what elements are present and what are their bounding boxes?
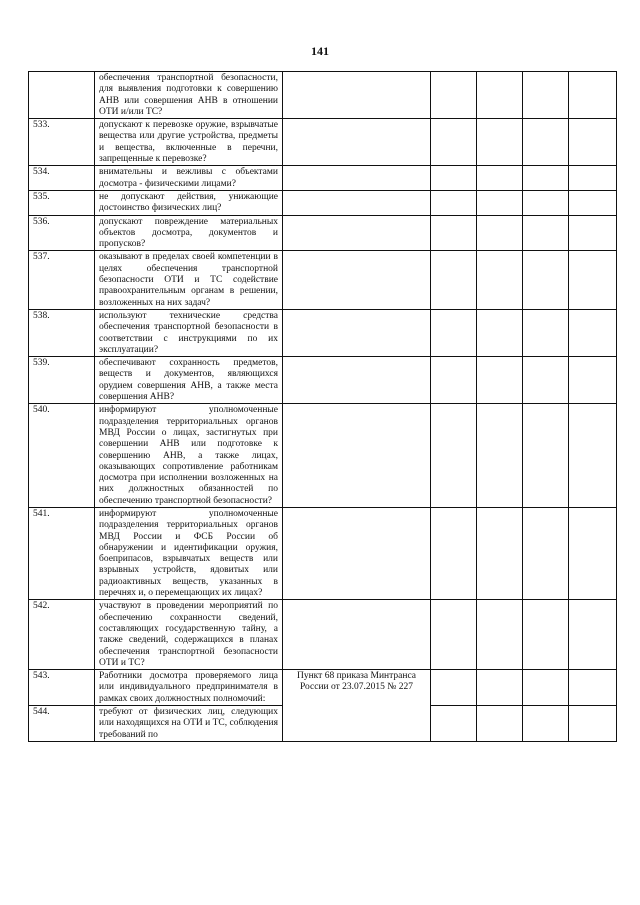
answer-cell-no[interactable] (477, 190, 523, 215)
answer-cell-no[interactable] (477, 166, 523, 191)
question-text: не допускают действия, унижающие достоинство физических лиц? (95, 190, 283, 215)
answer-cell-note[interactable] (569, 309, 617, 356)
question-text: требуют от физических лиц, следующих или находящихся на ОТИ и ТС, соблюдения требований по (95, 706, 283, 742)
legal-basis-cell (283, 309, 431, 356)
item-number: 534. (29, 166, 95, 191)
legal-basis-cell (283, 190, 431, 215)
page-number: 141 (311, 44, 329, 58)
legal-basis-cell (283, 72, 431, 119)
table-row (29, 507, 617, 599)
item-number: 538. (29, 309, 95, 356)
item-number (29, 72, 95, 119)
table-row (29, 72, 617, 119)
answer-cell-na[interactable] (523, 166, 569, 191)
answer-cell-na[interactable] (523, 357, 569, 404)
question-text: допускают к перевозке оружие, взрывчатые вещества или другие устройства, предметы и вещества, включенные в перечни, запрещенные к перевозке? (95, 119, 283, 166)
table-row (29, 600, 617, 670)
legal-basis-cell (283, 600, 431, 670)
question-text: допускают повреждение материальных объектов досмотра, документов и пропусков? (95, 215, 283, 251)
item-number: 543. (29, 670, 95, 706)
question-text: оказывают в пределах своей компетенции в целях обеспечения транспортной безопасности ОТИ и ТС содействие правоохранительным органам в решении, возложенных на них задач? (95, 251, 283, 309)
answer-cell-no[interactable] (477, 309, 523, 356)
answer-cell-note[interactable] (569, 404, 617, 508)
table-row (29, 215, 617, 251)
answer-cell-na[interactable] (523, 190, 569, 215)
answer-cell-yes[interactable] (431, 215, 477, 251)
item-number: 539. (29, 357, 95, 404)
answer-cell-no[interactable] (477, 670, 523, 706)
answer-cell-yes[interactable] (431, 119, 477, 166)
answer-cell-note[interactable] (569, 670, 617, 706)
answer-cell-no[interactable] (477, 404, 523, 508)
answer-cell-no[interactable] (477, 600, 523, 670)
answer-cell-na[interactable] (523, 309, 569, 356)
table-row (29, 251, 617, 309)
answer-cell-yes[interactable] (431, 190, 477, 215)
answer-cell-note[interactable] (569, 119, 617, 166)
item-number: 540. (29, 404, 95, 508)
legal-basis-cell (283, 166, 431, 191)
legal-basis-cell (283, 215, 431, 251)
answer-cell-na[interactable] (523, 72, 569, 119)
answer-cell-note[interactable] (569, 600, 617, 670)
legal-basis-cell (283, 251, 431, 309)
answer-cell-na[interactable] (523, 670, 569, 706)
item-number: 535. (29, 190, 95, 215)
answer-cell-na[interactable] (523, 251, 569, 309)
question-text: информируют уполномоченные подразделения территориальных органов МВД России и ФСБ России об обнаружении и идентификации оружия, боеприпасов, взрывчатых веществ или взрывных устройств, ядовитых или радиоактивных веществ, указанных в перечнях и, о перемещающих их лицах? (95, 507, 283, 599)
legal-basis-cell (283, 119, 431, 166)
answer-cell-yes[interactable] (431, 166, 477, 191)
answer-cell-na[interactable] (523, 215, 569, 251)
answer-cell-yes[interactable] (431, 507, 477, 599)
answer-cell-na[interactable] (523, 119, 569, 166)
item-number: 541. (29, 507, 95, 599)
answer-cell-no[interactable] (477, 706, 523, 742)
answer-cell-yes[interactable] (431, 404, 477, 508)
answer-cell-yes[interactable] (431, 251, 477, 309)
table-row (29, 119, 617, 166)
legal-basis-cell (283, 357, 431, 404)
item-number: 542. (29, 600, 95, 670)
answer-cell-na[interactable] (523, 600, 569, 670)
answer-cell-yes[interactable] (431, 357, 477, 404)
answer-cell-note[interactable] (569, 166, 617, 191)
answer-cell-note[interactable] (569, 72, 617, 119)
table-row (29, 404, 617, 508)
answer-cell-note[interactable] (569, 357, 617, 404)
table-row (29, 309, 617, 356)
answer-cell-no[interactable] (477, 119, 523, 166)
table-row (29, 670, 617, 706)
question-text: обеспечения транспортной безопасности, для выявления подготовки к совершению АНВ или совершения АНВ в отношении ОТИ и/или ТС? (95, 72, 283, 119)
answer-cell-no[interactable] (477, 72, 523, 119)
answer-cell-no[interactable] (477, 215, 523, 251)
item-number: 533. (29, 119, 95, 166)
answer-cell-note[interactable] (569, 507, 617, 599)
answer-cell-note[interactable] (569, 190, 617, 215)
question-text: участвуют в проведении мероприятий по обеспечению сохранности сведений, составляющих государственную тайну, а также сведений, содержащихся в планах обеспечения транспортной безопасности ОТИ и ТС? (95, 600, 283, 670)
answer-cell-yes[interactable] (431, 309, 477, 356)
table-row (29, 190, 617, 215)
answer-cell-yes[interactable] (431, 670, 477, 706)
item-number: 544. (29, 706, 95, 742)
question-text: обеспечивают сохранность предметов, веществ и документов, являющихся орудием совершения АНВ, а также места совершения АНВ? (95, 357, 283, 404)
item-number: 536. (29, 215, 95, 251)
checklist-table (28, 71, 617, 742)
question-text: используют технические средства обеспечения транспортной безопасности в соответствии с инструкциями по их эксплуатации? (95, 309, 283, 356)
answer-cell-no[interactable] (477, 357, 523, 404)
question-text: Работники досмотра проверяемого лица или индивидуального предпринимателя в рамках своих должностных полномочий: (95, 670, 283, 706)
answer-cell-no[interactable] (477, 507, 523, 599)
answer-cell-yes[interactable] (431, 72, 477, 119)
table-row (29, 357, 617, 404)
answer-cell-na[interactable] (523, 706, 569, 742)
answer-cell-yes[interactable] (431, 706, 477, 742)
table-row (29, 166, 617, 191)
question-text: информируют уполномоченные подразделения территориальных органов МВД России о лицах, застигнутых при совершении АНВ или подготовке к совершению АНВ, а также лицах, оказывающих сопротивление работникам досмотра при исполнении возложенных на них должностных обязанностей по обеспечению транспортной безопасности? (95, 404, 283, 508)
answer-cell-na[interactable] (523, 507, 569, 599)
answer-cell-yes[interactable] (431, 600, 477, 670)
answer-cell-note[interactable] (569, 251, 617, 309)
answer-cell-note[interactable] (569, 706, 617, 742)
answer-cell-na[interactable] (523, 404, 569, 508)
question-text: внимательны и вежливы с объектами досмотра - физическими лицами? (95, 166, 283, 191)
answer-cell-note[interactable] (569, 215, 617, 251)
answer-cell-no[interactable] (477, 251, 523, 309)
legal-basis-cell (283, 507, 431, 599)
legal-basis-text: Пункт 68 приказа Минтранса России от 23.07.2015 № 227 (283, 670, 431, 742)
item-number: 537. (29, 251, 95, 309)
legal-basis-cell (283, 404, 431, 508)
